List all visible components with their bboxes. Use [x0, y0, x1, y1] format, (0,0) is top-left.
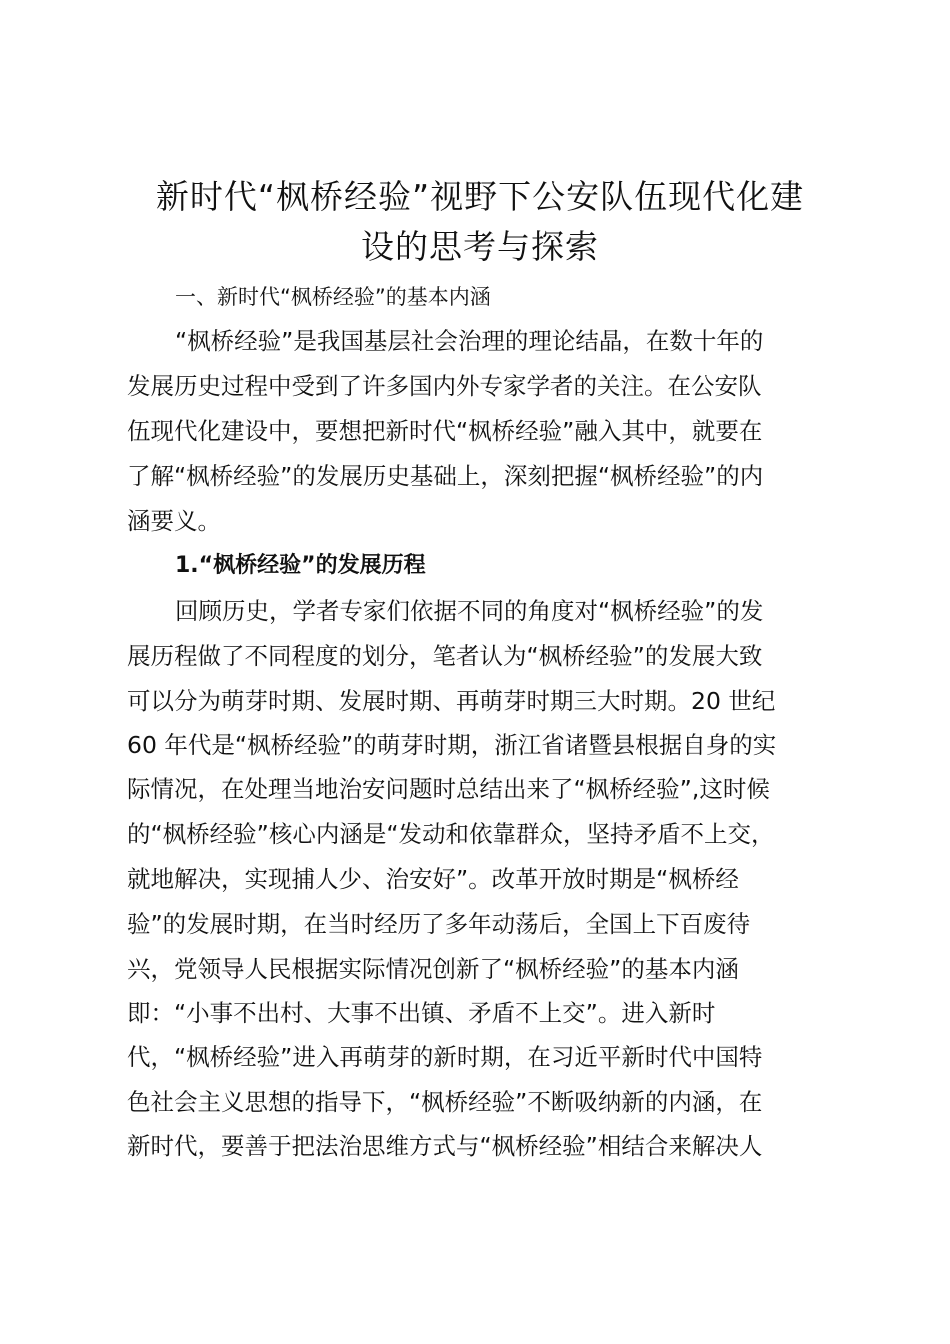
paragraph-line: 验”的发展时期，在当时经历了多年动荡后，全国上下百废待 — [127, 910, 751, 938]
paragraph-line: 发展历史过程中受到了许多国内外专家学者的关注。在公安队 — [127, 372, 762, 400]
title-line: 设的思考与探索 — [361, 227, 599, 266]
paragraph-line: 了解“枫桥经验”的发展历史基础上，深刻把握“枫桥经验”的内 — [127, 462, 764, 490]
paragraph-line: 伍现代化建设中，要想把新时代“枫桥经验”融入其中，就要在 — [127, 417, 763, 445]
paragraph-line: 兴，党领导人民根据实际情况创新了“枫桥经验”的基本内涵 — [127, 955, 739, 983]
paragraph-line: 可以分为萌芽时期、发展时期、再萌芽时期三大时期。20 世纪 — [127, 687, 776, 715]
document-title — [120, 172, 840, 272]
subheading: 1.“枫桥经验”的发展历程 — [175, 553, 426, 578]
paragraph-line: 的“枫桥经验”核心内涵是“发动和依靠群众，坚持矛盾不上交， — [127, 820, 775, 848]
section-heading: 一、新时代“枫桥经验”的基本内涵 — [175, 285, 491, 309]
title-line: 新时代“枫桥经验”视野下公安队伍现代化建 — [155, 177, 805, 216]
paragraph-line: 际情况，在处理当地治安问题时总结出来了“枫桥经验”,这时候 — [127, 775, 770, 803]
paragraph-line: 新时代，要善于把法治思维方式与“枫桥经验”相结合来解决人 — [127, 1132, 763, 1160]
paragraph-line: 色社会主义思想的指导下，“枫桥经验”不断吸纳新的内涵，在 — [127, 1088, 763, 1116]
paragraph-line: 回顾历史，学者专家们依据不同的角度对“枫桥经验”的发 — [175, 597, 764, 625]
paragraph-line: 涵要义。 — [127, 507, 221, 535]
paragraph-line: 即：“小事不出村、大事不出镇、矛盾不上交”。进入新时 — [127, 999, 716, 1027]
paragraph-line: 代，“枫桥经验”进入再萌芽的新时期，在习近平新时代中国特 — [127, 1043, 763, 1071]
paragraph-line: 展历程做了不同程度的划分，笔者认为“枫桥经验”的发展大致 — [127, 642, 763, 670]
paragraph-line: 就地解决，实现捕人少、治安好”。改革开放时期是“枫桥经 — [127, 865, 739, 893]
paragraph-line: 60 年代是“枫桥经验”的萌芽时期，浙江省诸暨县根据自身的实 — [127, 731, 777, 759]
paragraph-line: “枫桥经验”是我国基层社会治理的理论结晶，在数十年的 — [175, 327, 764, 355]
